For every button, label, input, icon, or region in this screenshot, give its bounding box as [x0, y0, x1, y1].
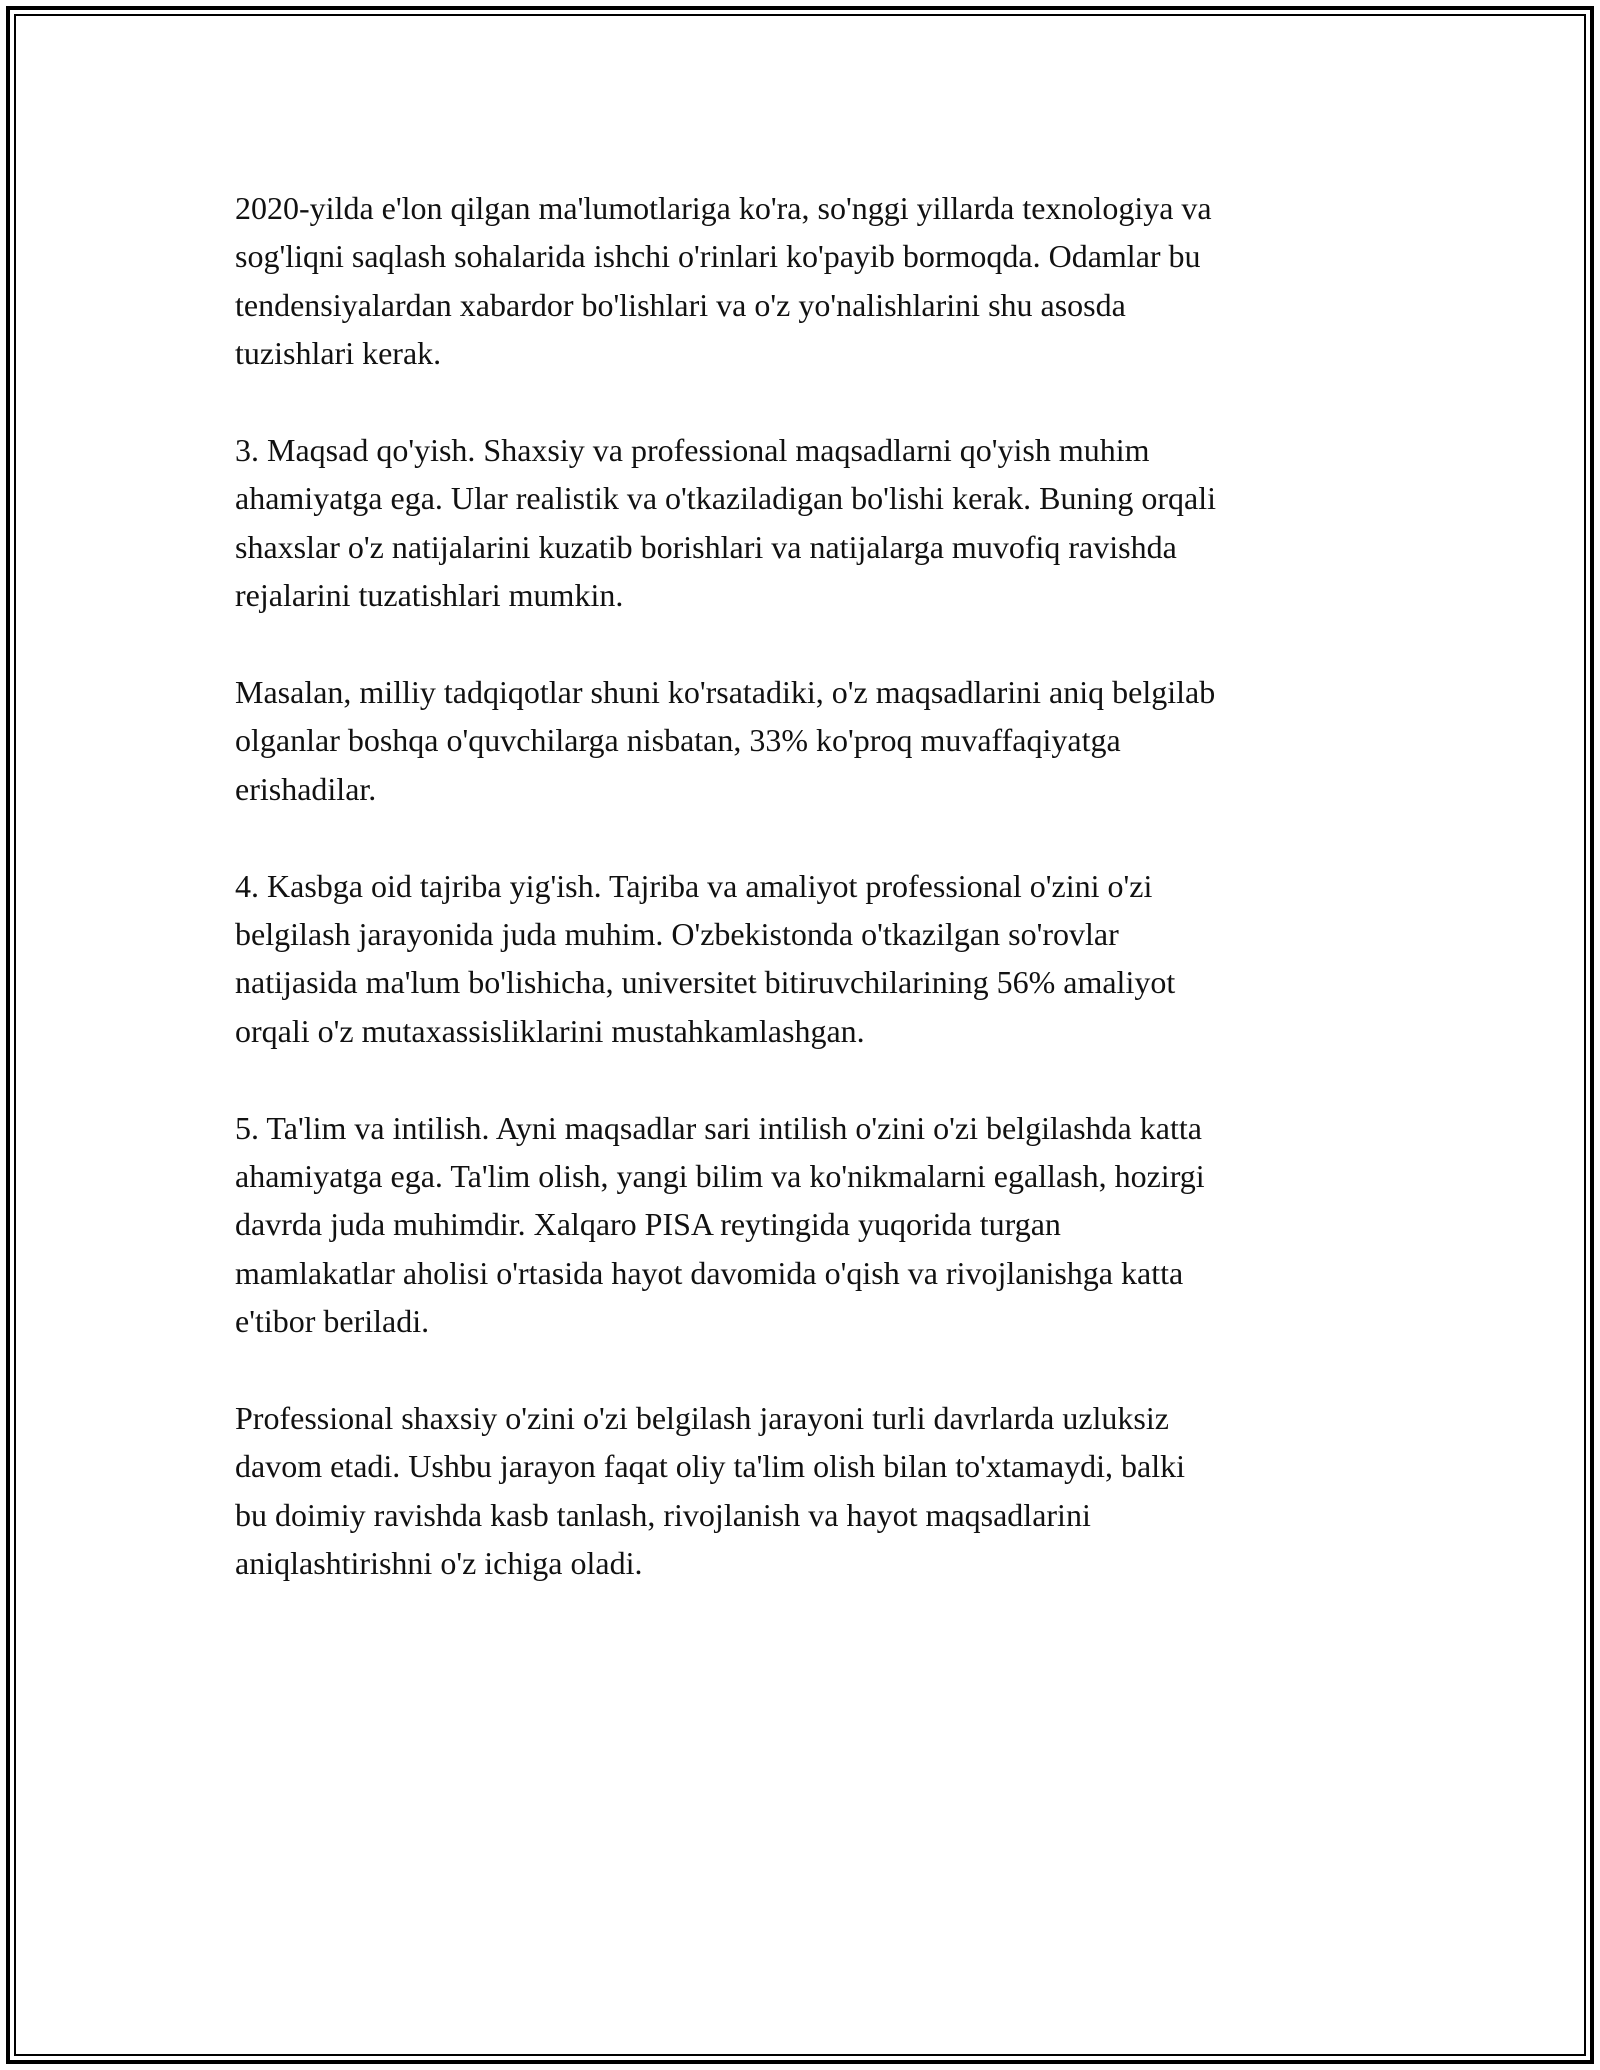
paragraph-intro: 2020-yilda e'lon qilgan ma'lumotlariga ko'ra, so'nggi yillarda texnologiya va sog'liqni saqlash sohalarida ishchi o'rinlari ko'payib bormoqda. Odamlar bu tendensiyalardan xabardor bo'lishlari va o'z yo'nalishlarini shu asosda tuzishlari kerak. [235, 190, 1212, 372]
paragraph-education: 5. Ta'lim va intilish. Ayni maqsadlar sari intilish o'zini o'zi belgilashda katta ahamiyatga ega. Ta'lim olish, yangi bilim va ko'nikmalarni egallash, hozirgi davrda juda muhimdir. Xalqaro PISA reytingida yuqorida turgan mamlakatlar aholisi o'rtasida hayot davomida o'qish va rivojlanishga katta e'tibor beriladi. [235, 1109, 1205, 1340]
paragraph-conclusion: Professional shaxsiy o'zini o'zi belgilash jarayoni turli davrlarda uzluksiz davom etadi. Ushbu jarayon faqat oliy ta'lim olish bilan to'xtamaydi, balki bu doimiy ravishda kasb tanlash, rivojlanish va hayot maqsadlarini aniqlashtirishni o'z ichiga oladi. [235, 1400, 1185, 1582]
document-body [235, 184, 1375, 1636]
paragraph-research-example: Masalan, milliy tadqiqotlar shuni ko'rsatadiki, o'z maqsadlarini aniq belgilab olganlar boshqa o'quvchilarga nisbatan, 33% ko'proq muvaffaqiyatga erishadilar. [235, 674, 1216, 807]
paragraph-goal-setting: 3. Maqsad qo'yish. Shaxsiy va professional maqsadlarni qo'yish muhim ahamiyatga ega. Ular realistik va o'tkaziladigan bo'lishi kerak. Buning orqali shaxslar o'z natijalarini kuzatib borishlari va natijalarga muvofiq ravishda rejalarini tuzatishlari mumkin. [235, 432, 1216, 614]
paragraph-work-experience: 4. Kasbga oid tajriba yig'ish. Tajriba va amaliyot professional o'zini o'zi belgilash jarayonida juda muhim. O'zbekistonda o'tkazilgan so'rovlar natijasida ma'lum bo'lishicha, universitet bitiruvchilarining 56% amaliyot orqali o'z mutaxassisliklarini mustahkamlashgan. [235, 867, 1176, 1049]
